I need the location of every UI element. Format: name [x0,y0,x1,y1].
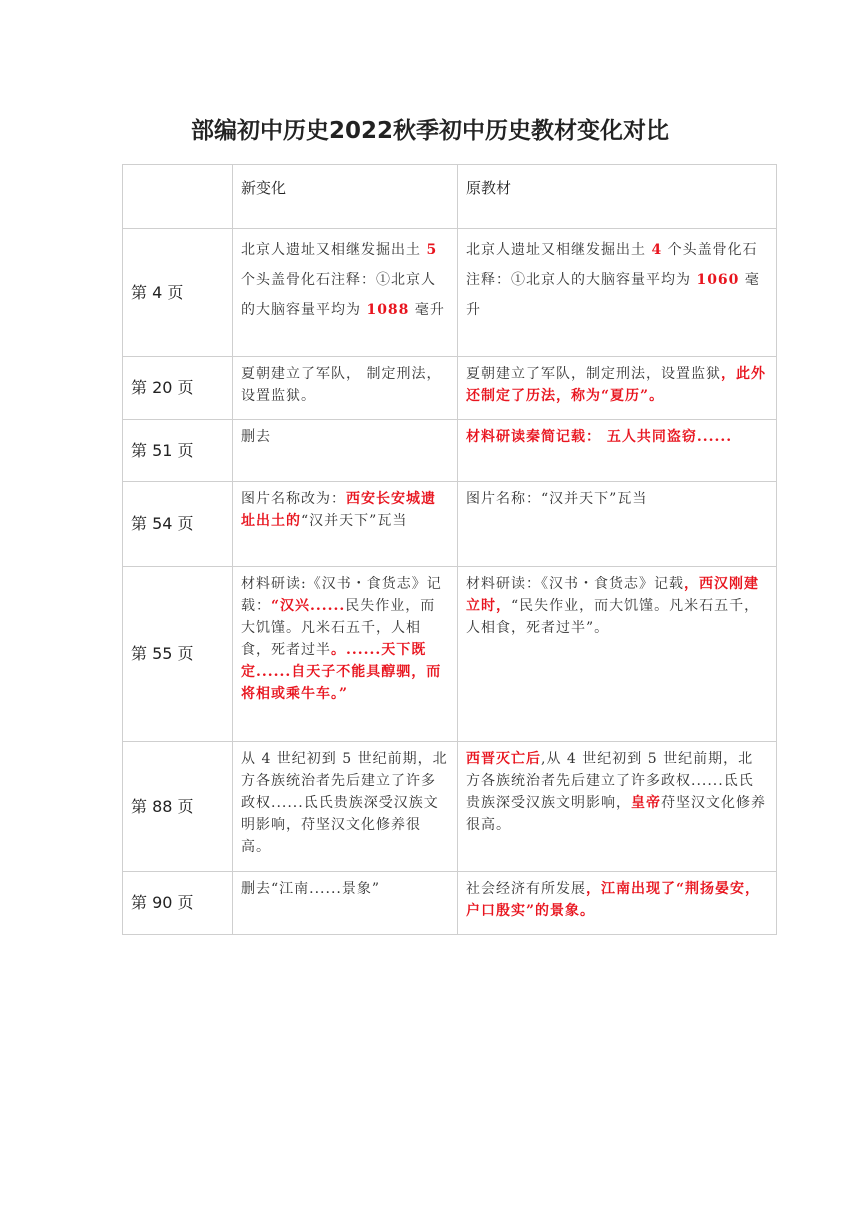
table-row [123,420,777,482]
cell-text: 北京人遗址又相继发掘出土 [241,242,427,258]
highlighted-change-text: 皇帝 [631,795,661,811]
original-text-cell [458,229,777,357]
table-header-row [123,165,777,229]
cell-text: 个头盖骨化石注释：①北京人的大脑容量平均为 [241,272,436,318]
cell-text: 图片名称：“汉并天下”瓦当 [466,491,648,507]
cell-text: 材料研读：《汉书・食货志》记载 [466,576,684,592]
cell-text: 图片名称改为： [241,491,346,507]
highlighted-change-text: ，江南出现了“荆扬晏安，户口殷实”的景象。 [466,881,761,919]
cell-text: 北京人遗址又相继发掘出土 [466,242,652,258]
document-title: 部编初中历史2022秋季初中历史教材变化对比 [190,118,669,144]
cell-text: 从 4 世纪初到 5 世纪前期，北方各族统治者先后建立了许多政权......氐氏贵族深受汉族文明影响，苻坚汉文化修养很高。 [241,751,448,855]
new-change-cell [233,567,458,742]
table-row [123,482,777,567]
cell-text: 民失作业，而大饥馑。凡米石五千，人相食，死者过半 [241,598,436,658]
cell-text: 删去 [241,429,271,445]
cell-text: 毫升 [466,272,760,318]
cell-text: ,从 4 世纪初到 5 世纪前期，北方各族统治者先后建立了许多政权......氐氏贵族深受汉族文明影响， [466,751,754,811]
table-row [123,742,777,872]
highlighted-change-text: ，西汉刚建立时， [466,576,759,614]
original-text-cell [458,482,777,567]
cell-text: “汉并天下”瓦当 [301,513,408,529]
new-change-cell [233,742,458,872]
new-change-cell [233,482,458,567]
original-text-cell [458,567,777,742]
new-change-cell [233,229,458,357]
table-row [123,567,777,742]
page-number-cell: 第 51 页 [123,420,233,482]
highlighted-change-text: 1088 [366,302,410,318]
highlighted-change-text: 西安长安城遗址出土的 [241,491,436,529]
cell-text: 苻坚汉文化修养很高。 [466,795,766,833]
header-new-changes: 新变化 [233,165,458,229]
cell-text: 夏朝建立了军队，制定刑法，设置监狱 [466,366,721,382]
original-text-cell [458,872,777,935]
table-row [123,229,777,357]
original-text-cell [458,420,777,482]
page-number-cell: 第 88 页 [123,742,233,872]
cell-text: 社会经济有所发展 [466,881,586,897]
highlighted-change-text: 1060 [696,272,740,288]
comparison-table [122,164,777,935]
highlighted-change-text: 5 [426,242,438,258]
header-blank [123,165,233,229]
cell-text: 毫升 [409,302,445,318]
header-original-textbook: 原教材 [458,165,777,229]
highlighted-change-text: 4 [651,242,663,258]
highlighted-change-text: “汉兴...... [271,598,346,614]
highlighted-change-text: 。......天下既定......自天子不能具醇驷，而将相或乘牛车。” [241,642,442,702]
cell-text: 个头盖骨化石注释：①北京人的大脑容量平均为 [466,242,758,288]
new-change-cell [233,420,458,482]
page-number-cell: 第 55 页 [123,567,233,742]
new-change-cell [233,872,458,935]
cell-text: 夏朝建立了军队， 制定刑法，设置监狱。 [241,366,442,404]
page-number-cell: 第 54 页 [123,482,233,567]
new-change-cell [233,357,458,420]
page-number-cell: 第 20 页 [123,357,233,420]
cell-text: 删去“江南......景象” [241,881,381,897]
cell-text: 材料研读:《汉书・食货志》记载： [241,576,442,614]
cell-text: “民失作业，而大饥馑。凡米石五千，人相食，死者过半”。 [466,598,760,636]
original-text-cell [458,742,777,872]
table-row [123,872,777,935]
page-number-cell: 第 90 页 [123,872,233,935]
page-number-cell: 第 4 页 [123,229,233,357]
table-row [123,357,777,420]
highlighted-change-text: ，此外还制定了历法，称为“夏历”。 [466,366,766,404]
highlighted-change-text: 材料研读秦简记载： 五人共同盗窃...... [466,429,733,445]
highlighted-change-text: 西晋灭亡后 [466,751,541,767]
original-text-cell [458,357,777,420]
